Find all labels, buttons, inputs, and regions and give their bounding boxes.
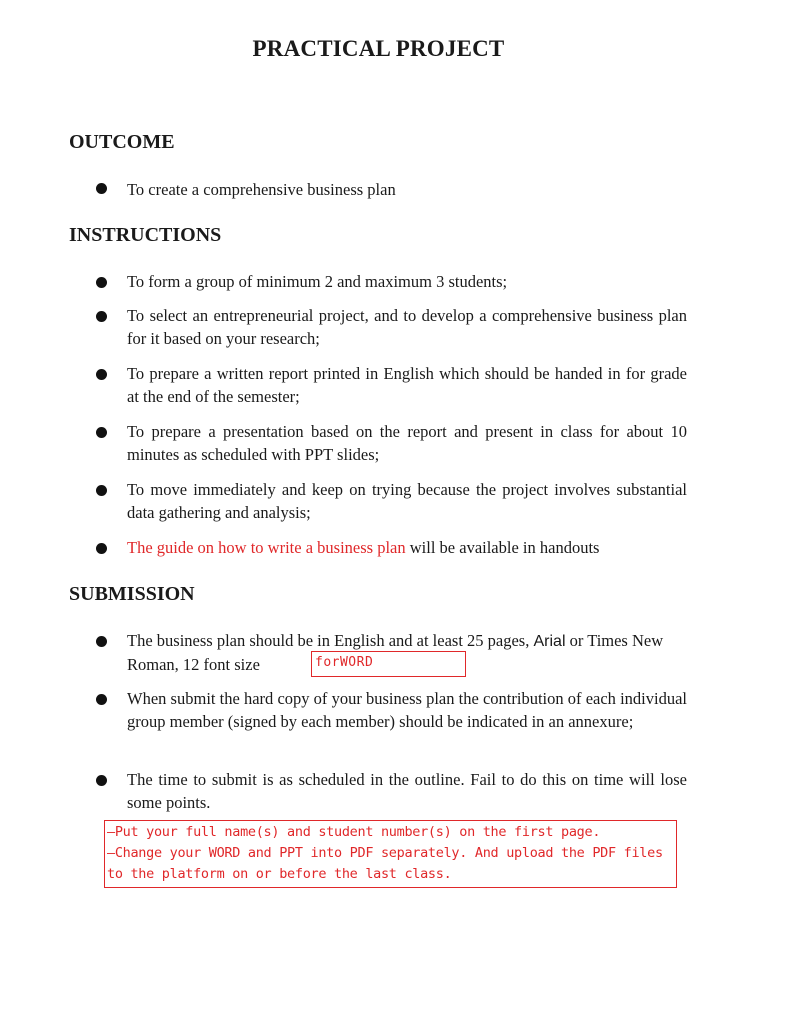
submission-notes-box xyxy=(104,820,677,888)
note-line-1: —Put your full name(s) and student number(s) on the first page. xyxy=(107,824,601,840)
bullet-icon xyxy=(96,636,107,647)
bullet-icon xyxy=(96,694,107,705)
instruction-item-5: To move immediately and keep on trying because the project involves substantial data gathering and analysis; xyxy=(127,480,687,522)
submission-item-3: The time to submit is as scheduled in the outline. Fail to do this on time will lose some points. xyxy=(127,770,687,812)
instructions-heading: INSTRUCTIONS xyxy=(69,224,222,246)
instruction-item-1: To form a group of minimum 2 and maximum 3 students; xyxy=(127,272,508,291)
instruction-item-3: To prepare a written report printed in English which should be handed in for grade at the end of the semester; xyxy=(127,364,687,406)
submission-item-1-part2: or Times New Roman, 12 font size xyxy=(127,631,664,674)
submission-item-2: When submit the hard copy of your business plan the contribution of each individual group member (signed by each member) should be indicated in an annexure; xyxy=(127,689,687,731)
instruction-item-2: To select an entrepreneurial project, and to develop a comprehensive business plan for it based on your research; xyxy=(127,306,687,348)
guide-highlight: The guide on how to write a business plan xyxy=(127,538,406,557)
arial-word: Arial xyxy=(533,633,566,650)
bullet-icon xyxy=(96,277,107,288)
page-title: PRACTICAL PROJECT xyxy=(252,36,505,61)
bullet-icon xyxy=(96,485,107,496)
word-format-annotation: forWORD xyxy=(311,651,466,677)
bullet-icon xyxy=(96,183,107,194)
outcome-item: To create a comprehensive business plan xyxy=(127,180,396,199)
bullet-icon xyxy=(96,427,107,438)
submission-item-1-part1: The business plan should be in English and at least 25 pages, xyxy=(127,631,534,650)
bullet-icon xyxy=(96,369,107,380)
note-line-2: —Change your WORD and PPT into PDF separately. And upload the PDF files xyxy=(107,845,663,861)
instruction-item-4: To prepare a presentation based on the report and present in class for about 10 minutes as scheduled with PPT slides; xyxy=(127,422,687,464)
bullet-icon xyxy=(96,311,107,322)
instruction-item-guide xyxy=(127,536,687,559)
outcome-heading: OUTCOME xyxy=(69,131,175,153)
submission-heading: SUBMISSION xyxy=(69,583,195,605)
bullet-icon xyxy=(96,775,107,786)
guide-rest: will be available in handouts xyxy=(405,538,600,557)
note-line-3: to the platform on or before the last class. xyxy=(107,866,452,882)
bullet-icon xyxy=(96,543,107,554)
